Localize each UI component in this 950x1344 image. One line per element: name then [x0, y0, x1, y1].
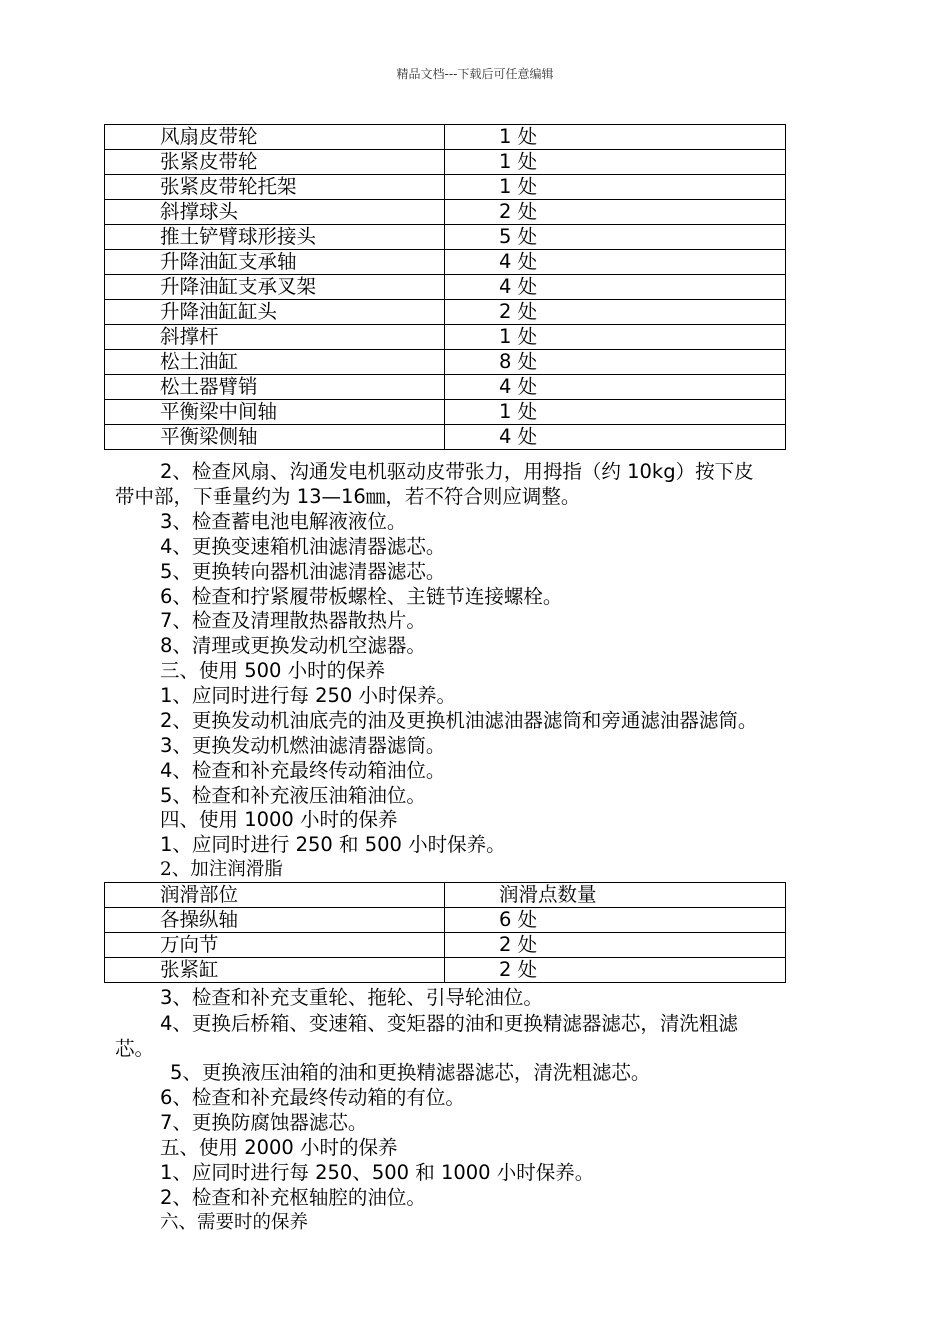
lube-location: 升降油缸缸头: [105, 300, 445, 325]
table-row: [105, 200, 786, 225]
body-text-line: 2、加注润滑脂: [160, 859, 283, 880]
lube-location: 升降油缸支承轴: [105, 250, 445, 275]
point-count: 1 处: [445, 325, 786, 350]
point-count: 2 处: [445, 958, 786, 983]
body-text-line: 5、更换液压油箱的油和更换精滤器滤芯，清洗粗滤芯。: [170, 1061, 651, 1084]
lube-location: 各操纵轴: [105, 908, 445, 933]
table-row: [105, 425, 786, 450]
lube-location: 平衡梁侧轴: [105, 425, 445, 450]
table-row: [105, 150, 786, 175]
table-row: [105, 125, 786, 150]
body-text-line: 1、应同时进行 250 和 500 小时保养。: [160, 833, 506, 856]
table-row: [105, 958, 786, 983]
body-text-line: 芯。: [115, 1037, 155, 1060]
table-header-row: [105, 883, 786, 908]
point-count: 4 处: [445, 275, 786, 300]
section-heading: 四、使用 1000 小时的保养: [160, 808, 398, 831]
section-heading: 六、需要时的保养: [160, 1212, 309, 1233]
point-count: 5 处: [445, 225, 786, 250]
lube-location: 松土器臂销: [105, 375, 445, 400]
section-heading: 三、使用 500 小时的保养: [160, 659, 386, 682]
body-text-line: 7、检查及清理散热器散热片。: [160, 609, 426, 632]
point-count: 8 处: [445, 350, 786, 375]
lube-location: 斜撑球头: [105, 200, 445, 225]
lube-location: 万向节: [105, 933, 445, 958]
body-text-line: 2、检查风扇、沟通发电机驱动皮带张力，用拇指（约 10kg）按下皮: [160, 460, 754, 483]
point-count: 4 处: [445, 250, 786, 275]
body-text-line: 4、更换变速箱机油滤清器滤芯。: [160, 535, 446, 558]
lube-location: 张紧皮带轮托架: [105, 175, 445, 200]
lube-location: 升降油缸支承叉架: [105, 275, 445, 300]
table-row: [105, 175, 786, 200]
body-text-line: 3、检查蓄电池电解液液位。: [160, 510, 407, 533]
table-row: [105, 300, 786, 325]
section-heading: 五、使用 2000 小时的保养: [160, 1136, 398, 1159]
point-count: 1 处: [445, 125, 786, 150]
body-text-line: 2、检查和补充枢轴腔的油位。: [160, 1186, 426, 1209]
column-header: 润滑部位: [105, 883, 445, 908]
table-row: [105, 375, 786, 400]
point-count: 2 处: [445, 300, 786, 325]
page-header: 精品文档---下载后可任意编辑: [396, 67, 554, 81]
table-row: [105, 400, 786, 425]
table-row: [105, 325, 786, 350]
point-count: 2 处: [445, 933, 786, 958]
table-row: [105, 933, 786, 958]
lube-location: 平衡梁中间轴: [105, 400, 445, 425]
table-row: [105, 250, 786, 275]
lube-location: 风扇皮带轮: [105, 125, 445, 150]
point-count: 1 处: [445, 400, 786, 425]
body-text-line: 6、检查和补充最终传动箱的有位。: [160, 1086, 465, 1109]
body-text-line: 带中部，下垂量约为 13—16㎜，若不符合则应调整。: [115, 485, 581, 508]
body-text-line: 8、清理或更换发动机空滤器。: [160, 634, 426, 657]
table-row: [105, 350, 786, 375]
point-count: 4 处: [445, 425, 786, 450]
lube-location: 推土铲臂球形接头: [105, 225, 445, 250]
grease-points-table: [104, 124, 786, 450]
point-count: 2 处: [445, 200, 786, 225]
lube-location: 张紧皮带轮: [105, 150, 445, 175]
table-row: [105, 908, 786, 933]
lube-location: 张紧缸: [105, 958, 445, 983]
point-count: 4 处: [445, 375, 786, 400]
point-count: 1 处: [445, 175, 786, 200]
lube-location: 斜撑杆: [105, 325, 445, 350]
body-text-line: 2、更换发动机油底壳的油及更换机油滤油器滤筒和旁通滤油器滤筒。: [160, 709, 758, 732]
point-count: 1 处: [445, 150, 786, 175]
body-text-line: 4、检查和补充最终传动箱油位。: [160, 759, 446, 782]
table-row: [105, 275, 786, 300]
body-text-line: 5、检查和补充液压油箱油位。: [160, 784, 426, 807]
body-text-line: 5、更换转向器机油滤清器滤芯。: [160, 560, 446, 583]
body-text-line: 4、更换后桥箱、变速箱、变矩器的油和更换精滤器滤芯，清洗粗滤: [160, 1012, 738, 1035]
body-text-line: 3、更换发动机燃油滤清器滤筒。: [160, 734, 446, 757]
column-header: 润滑点数量: [445, 883, 786, 908]
table-row: [105, 225, 786, 250]
body-text-line: 3、检查和补充支重轮、拖轮、引导轮油位。: [160, 986, 543, 1009]
lubrication-table: [104, 882, 786, 983]
lube-location: 松土油缸: [105, 350, 445, 375]
body-text-line: 1、应同时进行每 250、500 和 1000 小时保养。: [160, 1161, 595, 1184]
body-text-line: 6、检查和拧紧履带板螺栓、主链节连接螺栓。: [160, 585, 563, 608]
body-text-line: 7、更换防腐蚀器滤芯。: [160, 1111, 368, 1134]
point-count: 6 处: [445, 908, 786, 933]
body-text-line: 1、应同时进行每 250 小时保养。: [160, 684, 457, 707]
